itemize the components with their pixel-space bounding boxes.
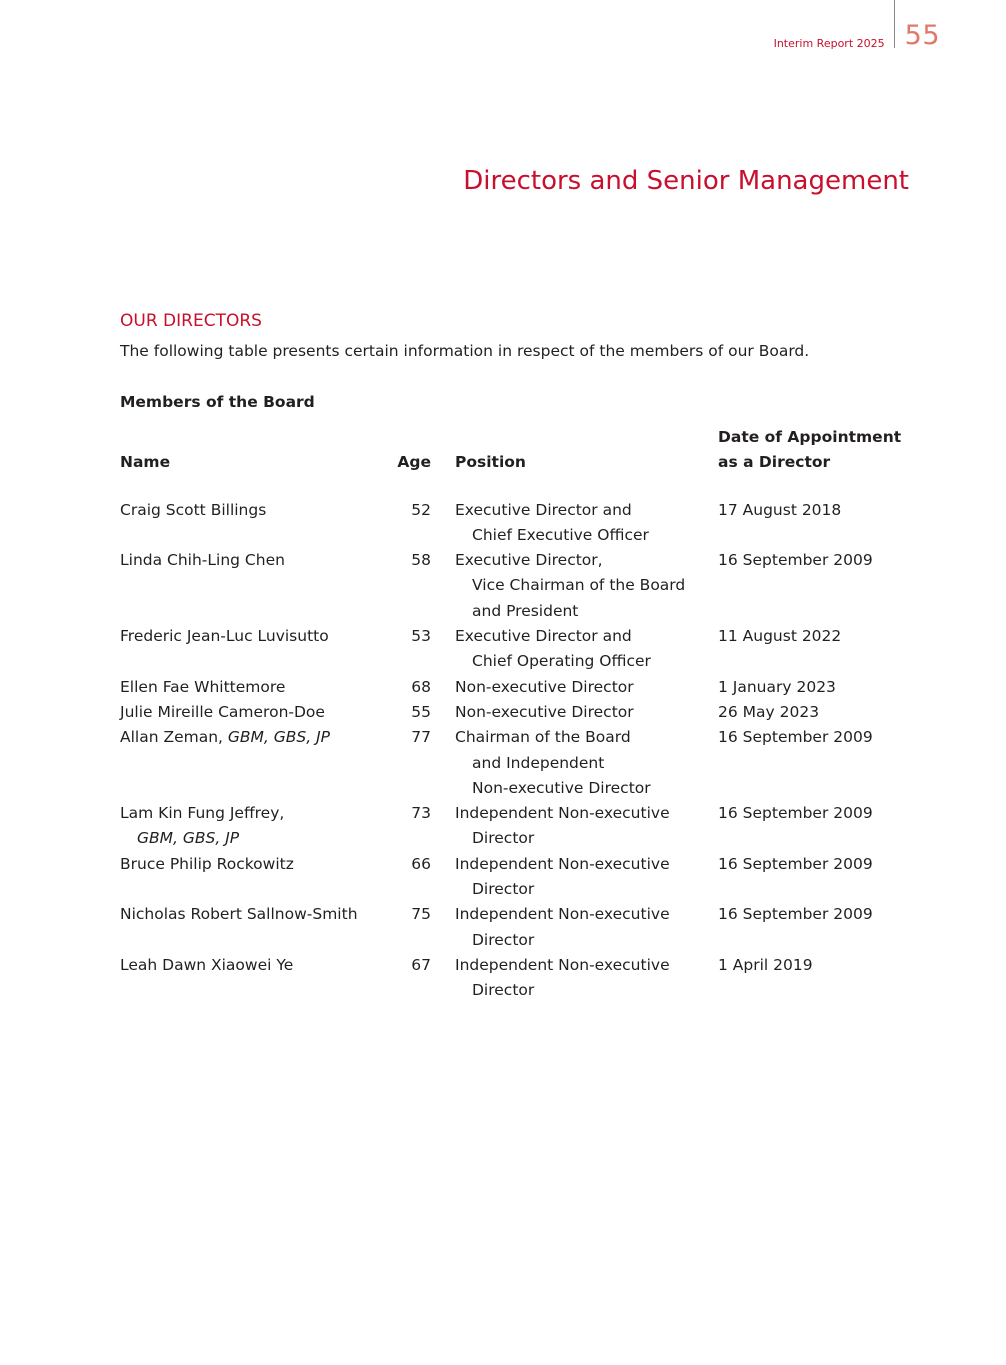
table-body [120,498,920,1004]
director-position-line: Director [472,981,535,1000]
director-name-line [120,548,382,573]
column-header-position: Position [455,453,526,472]
director-position-line: Non-executive Director [472,778,651,797]
director-name: Allan Zeman, [120,728,228,747]
director-name-line [120,902,382,927]
director-name-cell [120,624,382,675]
director-name: Lam Kin Fung Jeffrey, [120,804,285,823]
director-name-cell [120,801,382,852]
director-position-cell [455,700,718,725]
director-name-line [120,675,382,700]
director-position-line: Non-executive Director [455,677,634,696]
director-position-cell [455,725,718,801]
director-position-cell [455,498,718,549]
director-position-line: and Independent [472,753,605,772]
column-header-date [718,425,920,498]
director-position-line: Independent Non-executive [455,854,670,873]
director-name-line [120,801,382,826]
table-row [120,624,920,675]
header-divider [894,0,895,48]
director-age: 53 [411,627,431,646]
director-age: 68 [411,677,431,696]
director-position-cell [455,953,718,1004]
director-position-line: Executive Director, [455,551,603,570]
director-name-cell [120,498,382,549]
director-honours: GBM, GBS, JP [137,829,240,848]
director-name-cell [120,548,382,624]
director-age: 73 [411,804,431,823]
director-position-line: Executive Director and [455,500,632,519]
director-name-line [120,852,382,877]
director-position-cell [455,675,718,700]
director-name: Ellen Fae Whittemore [120,677,286,696]
director-position-line: Director [472,880,535,899]
director-name-cell [120,725,382,801]
director-position-line: Director [472,829,535,848]
director-appointment-date: 16 September 2009 [718,854,873,873]
director-name-cell [120,675,382,700]
director-name-line [120,953,382,978]
director-position-cell [455,548,718,624]
section-heading: OUR DIRECTORS [120,311,262,331]
director-age: 58 [411,551,431,570]
director-position-cell [455,624,718,675]
director-name-cell [120,700,382,725]
column-header-date-line1: Date of Appointment [718,428,902,446]
director-position-cell [455,852,718,903]
director-name: Bruce Philip Rockowitz [120,854,294,873]
director-position-line: Chief Operating Officer [472,652,651,671]
table-header-row [120,425,920,498]
director-age: 55 [411,702,431,721]
director-age: 77 [411,728,431,747]
director-name: Nicholas Robert Sallnow-Smith [120,905,358,924]
column-header-age: Age [397,453,431,472]
director-position-line: and President [472,601,579,620]
director-appointment-date: 16 September 2009 [718,551,873,570]
page-title: Directors and Senior Management [463,166,909,196]
board-members-table [120,425,920,1004]
director-name: Frederic Jean-Luc Luvisutto [120,627,329,646]
table-title: Members of the Board [120,393,315,411]
table-row [120,801,920,852]
director-appointment-date: 1 April 2019 [718,955,813,974]
director-position-line: Chief Executive Officer [472,525,649,544]
table-row [120,725,920,801]
director-name-cell [120,902,382,953]
director-appointment-date: 11 August 2022 [718,627,842,646]
table-row [120,852,920,903]
table-row [120,953,920,1004]
director-age: 66 [411,854,431,873]
director-appointment-date: 16 September 2009 [718,804,873,823]
director-position-cell [455,801,718,852]
director-name: Julie Mireille Cameron-Doe [120,702,325,721]
table-row [120,675,920,700]
director-name-line [120,498,382,523]
section-intro: The following table presents certain information in respect of the members of our Board. [120,342,810,360]
director-name-cell [120,953,382,1004]
director-honours: GBM, GBS, JP [227,728,331,747]
director-appointment-date: 17 August 2018 [718,500,842,519]
director-appointment-date: 16 September 2009 [718,905,873,924]
director-age: 67 [411,955,431,974]
director-name-line [120,700,382,725]
page-number: 55 [904,20,940,51]
director-position-line: Non-executive Director [455,702,634,721]
director-name-line [120,624,382,649]
director-position-line: Independent Non-executive [455,955,670,974]
director-name-line [120,725,382,750]
director-appointment-date: 1 January 2023 [718,677,836,696]
director-name-cell [120,852,382,903]
table-row [120,902,920,953]
director-position-line: Chairman of the Board [455,728,631,747]
director-position-line: Director [472,930,535,949]
director-position-line: Independent Non-executive [455,804,670,823]
director-position-line: Independent Non-executive [455,905,670,924]
director-age: 75 [411,905,431,924]
director-position-line: Vice Chairman of the Board [472,576,686,595]
report-label: Interim Report 2025 [773,37,885,50]
director-appointment-date: 26 May 2023 [718,702,820,721]
page-header [774,0,940,52]
director-age: 52 [411,500,431,519]
director-position-cell [455,902,718,953]
table-row [120,498,920,549]
column-header-date-line2: as a Director [718,453,831,472]
director-position-line: Executive Director and [455,627,632,646]
director-name: Craig Scott Billings [120,500,267,519]
table-row [120,548,920,624]
director-appointment-date: 16 September 2009 [718,728,873,747]
column-header-name: Name [120,453,171,472]
table-row [120,700,920,725]
director-name: Linda Chih-Ling Chen [120,551,285,570]
director-name: Leah Dawn Xiaowei Ye [120,955,294,974]
